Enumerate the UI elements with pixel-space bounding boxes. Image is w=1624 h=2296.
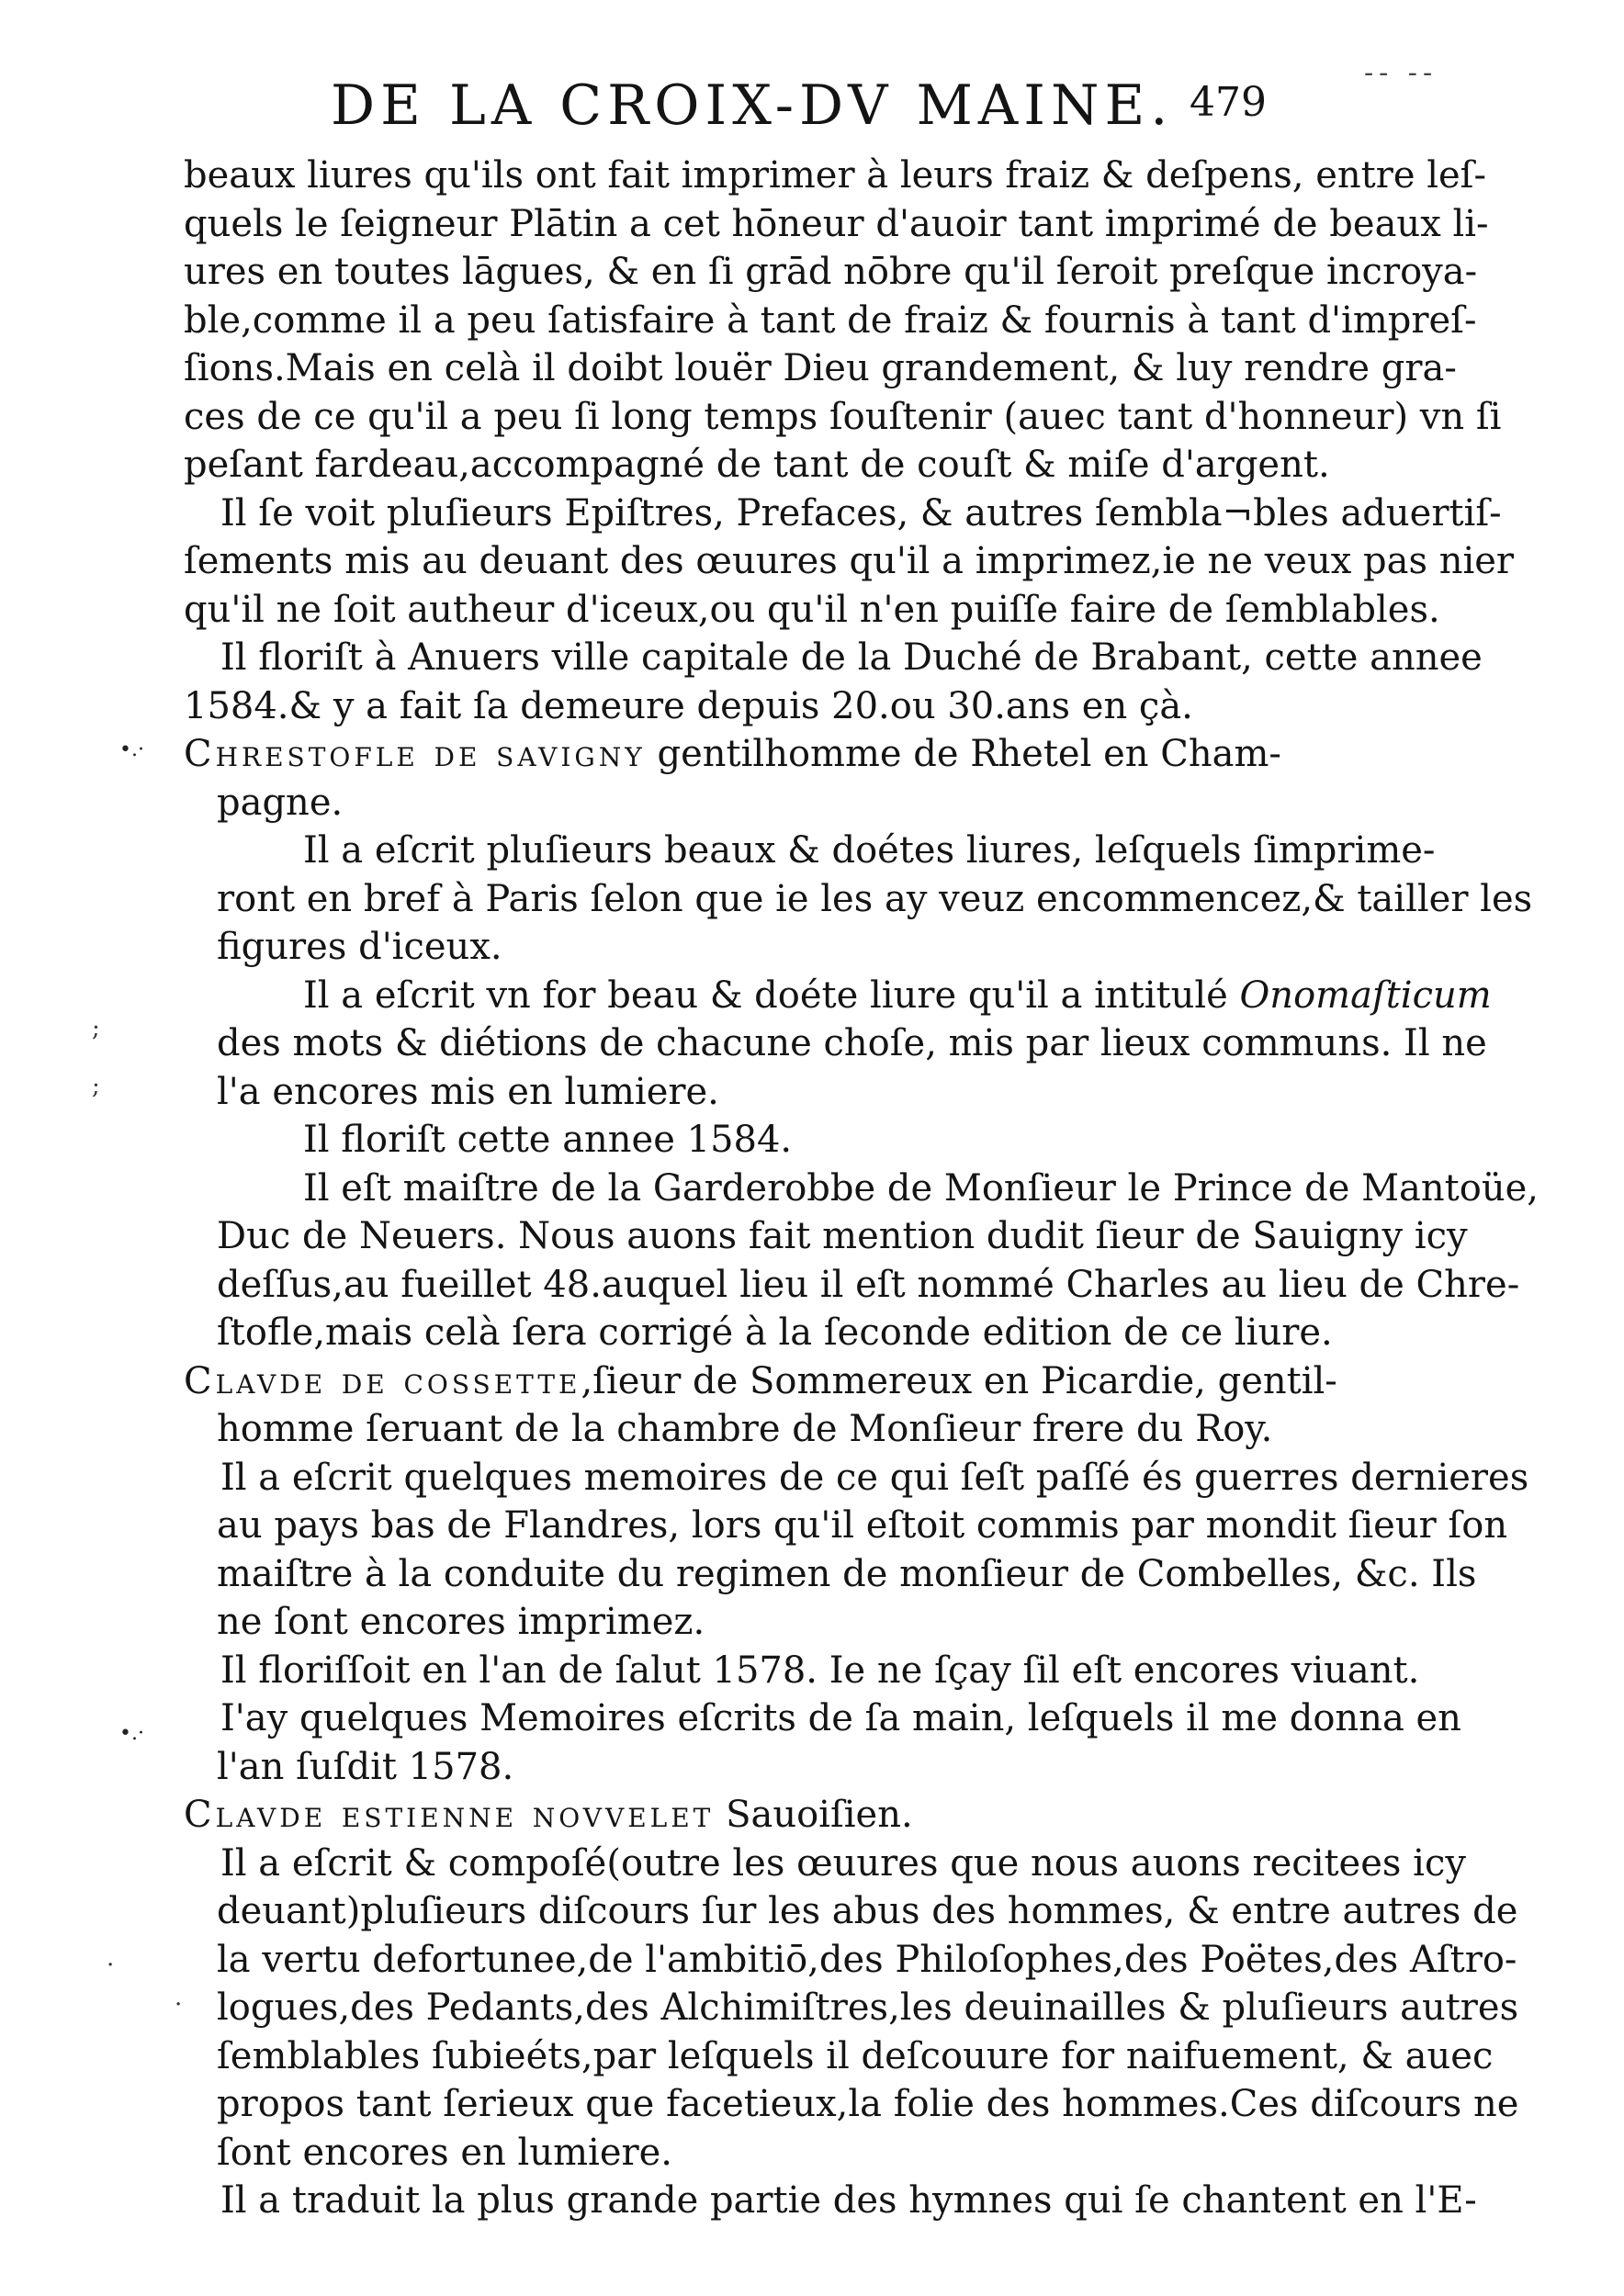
text-line: Il a traduit la plus grande partie des hymnes qui ſe chantent en l'E- [220,2179,1477,2222]
entry-heading-rest: gentilhomme de Rhetel en Cham- [645,733,1281,775]
text-line: l'a encores mis en lumiere. [217,1070,719,1113]
margin-note: •.· [119,738,144,761]
text-line: peſant fardeau,accompagné de tant de couſt & miſe d'argent. [184,444,1330,486]
text-line: qu'il ne ſoit autheur d'iceux,ou qu'il n'en puiſſe faire de ſemblables. [184,588,1440,631]
text-line: ne ſont encores imprimez. [217,1601,705,1643]
entry-heading-nouvelet [184,1791,1300,1840]
text-line: Il ſe voit pluſieurs Epiſtres, Prefaces, & autres ſembla¬bles aduertiſ- [220,491,1502,535]
margin-note: •.· [119,1722,144,1745]
text-line: ſont encores en lumiere. [217,2131,672,2174]
text-line: Il a eſcrit pluſieurs beaux & doétes liures, leſquels ſimprime- [303,829,1436,872]
text-line: ſtofle,mais celà ſera corrigé à la ſeconde edition de ce liure. [217,1311,1333,1354]
page-number: 479 [1190,79,1267,126]
text-line: logues,des Pedants,des Alchimiſtres,les deuinailles & pluſieurs autres [217,1986,1519,2029]
text-line: deſſus,au fueillet 48.auquel lieu il eſt nommé Charles au lieu de Chre- [217,1263,1520,1306]
text-line: Duc de Neuers. Nous auons fait mention dudit ſieur de Sauigny icy [217,1215,1468,1257]
corner-marks: -- -- [1364,57,1438,89]
text-line: l'an ſuſdit 1578. [217,1745,514,1788]
text-line: ront en bref à Paris ſelon que ie les ay veuz encommencez,& tailler les [217,877,1533,920]
text-line: maiſtre à la conduite du regimen de monſieur de Combelles, &c. Ils [217,1552,1477,1595]
entry-heading-rest: Sauoiſien. [714,1794,913,1836]
margin-mark: ; [92,1015,100,1042]
text-line: deuant)pluſieurs diſcours ſur les abus des hommes, & entre autres de [217,1890,1518,1932]
margin-mark: · [107,1952,115,1979]
text-line: homme ſeruant de la chambre de Monſieur frere du Roy. [217,1408,1273,1450]
text-line: Il eſt maiſtre de la Garderobbe de Monſieur le Prince de Mantoüe, [303,1166,1539,1210]
text-line: ures en toutes lāgues, & en ſi grād nōbre qu'il ſeroit preſque incroya- [184,251,1478,293]
author-name: Clavde estienne novvelet [184,1794,715,1836]
text-segment: Il a eſcrit vn for beau & doéte liure qu'il a intitulé [303,974,1240,1017]
text-line: Il floriſt cette annee 1584. [303,1119,793,1161]
text-line: la vertu defortunee,de l'ambitiō,des Philoſophes,des Poëtes,des Aſtro- [217,1938,1517,1981]
text-line: ces de ce qu'il a peu ſi long temps ſouſtenir (auec tant d'honneur) vn ſi [184,395,1502,438]
text-line: Il floriſt à Anuers ville capitale de la Duché de Brabant, cette annee [220,636,1483,679]
text-line: 1584.& y a fait ſa demeure depuis 20.ou 30.ans en çà. [184,684,1193,727]
text-line: Il a eſcrit & compoſé(outre les œuures que nous auons recitees icy [220,1841,1466,1885]
author-name: Chrestofle de savigny [184,733,646,775]
text-line: des mots & diétions de chacune choſe, mis par lieux communs. Il ne [217,1022,1487,1064]
entry-heading-rest: ,ſieur de Sommereux en Picardie, gentil- [581,1359,1337,1402]
entry-heading-cossette [184,1357,1337,1406]
margin-mark: · [175,1991,183,2019]
text-line: Il a eſcrit quelques memoires de ce qui ſeſt paſſé és guerres dernieres [220,1456,1529,1499]
text-line: ſions.Mais en celà il doibt louër Dieu grandement, & luy rendre gra- [184,347,1457,389]
body-text [184,152,1539,2225]
text-line: propos tant ſerieux que facetieux,la folie des hommes.Ces diſcours ne [217,2083,1519,2125]
text-line: Il floriſſoit en l'an de ſalut 1578. Ie ne ſçay ſil eſt encores viuant. [220,1649,1420,1692]
text-line: ble,comme il a peu ſatisfaire à tant de fraiz & fournis à tant d'impreſ- [184,298,1477,342]
text-line: ſements mis au deuant des œuures qu'il a imprimez,ie ne veux pas nier [184,540,1515,582]
text-line: ſemblables ſubieéts,par leſquels il deſcouure for naifuement, & auec [217,2034,1494,2077]
author-name: Clavde de cossette [184,1359,581,1402]
text-line: beaux liures qu'ils ont fait imprimer à leurs fraiz & deſpens, entre leſ- [184,154,1486,197]
text-line: figures d'iceux. [217,926,502,968]
entry-heading-savigny [184,730,1300,779]
book-title: Onomaſticum [1239,974,1492,1017]
running-title: DE LA CROIX-DV MAINE. [331,73,1174,138]
text-line: I'ay quelques Memoires eſcrits de ſa main, leſquels il me donna en [220,1697,1461,1739]
text-line: pagne. [217,781,344,824]
text-line: quels le ſeigneur Plātin a cet hōneur d'auoir tant imprimé de beaux li- [184,202,1489,245]
page-header [0,73,1624,147]
text-line [184,972,1492,1020]
text-line: au pays bas de Flandres, lors qu'il eſtoit commis par mondit ſieur ſon [217,1504,1508,1547]
margin-mark: ; [92,1073,100,1100]
